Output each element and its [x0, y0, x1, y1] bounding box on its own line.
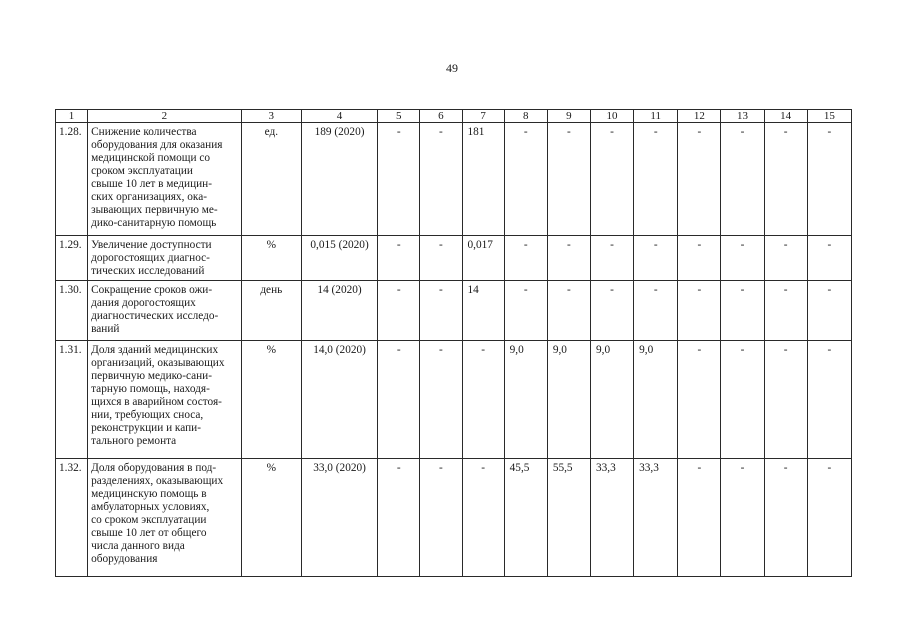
page-number: 49 — [446, 61, 458, 75]
value-cell: - — [764, 281, 807, 341]
value-cell: 14 — [462, 281, 504, 341]
unit-cell: % — [241, 341, 301, 459]
indicators-table — [55, 109, 852, 577]
column-header: 1 — [56, 110, 88, 123]
indicator-name-cell — [88, 341, 242, 459]
value-cell: - — [807, 281, 851, 341]
row-number-cell: 1.31. — [56, 341, 88, 459]
value-cell: - — [721, 236, 764, 281]
value-cell: - — [721, 341, 764, 459]
base-value-cell: 14,0 (2020) — [301, 341, 377, 459]
value-cell: - — [764, 123, 807, 236]
column-header: 12 — [678, 110, 721, 123]
column-header: 15 — [807, 110, 851, 123]
value-cell: - — [378, 459, 420, 577]
value-cell: - — [378, 123, 420, 236]
value-cell: - — [634, 123, 678, 236]
value-cell: - — [764, 341, 807, 459]
row-number-cell: 1.29. — [56, 236, 88, 281]
value-cell: 9,0 — [634, 341, 678, 459]
column-header: 5 — [378, 110, 420, 123]
value-cell: 0,017 — [462, 236, 504, 281]
row-number-cell: 1.30. — [56, 281, 88, 341]
value-cell: - — [420, 459, 462, 577]
column-header: 11 — [634, 110, 678, 123]
table-row — [56, 341, 852, 459]
value-cell: - — [504, 236, 547, 281]
unit-cell: день — [241, 281, 301, 341]
value-cell: - — [678, 341, 721, 459]
column-header: 13 — [721, 110, 764, 123]
column-header: 10 — [590, 110, 633, 123]
indicator-name-text: Увеличение доступности дорогостоящих диагнос- тических исследований — [91, 239, 212, 277]
table-row — [56, 281, 852, 341]
indicator-name-text: Снижение количества оборудования для оказания медицинской помощи со сроком эксплуатации свыше 10 лет в медицин- ских организациях, ока- зывающих первичную ме- дико-санитарную помощь — [91, 126, 223, 229]
indicator-name-cell — [88, 281, 242, 341]
value-cell: 181 — [462, 123, 504, 236]
value-cell: - — [590, 281, 633, 341]
value-cell: - — [764, 459, 807, 577]
value-cell: - — [547, 281, 590, 341]
value-cell: - — [678, 123, 721, 236]
value-cell: 33,3 — [590, 459, 633, 577]
row-number-cell: 1.28. — [56, 123, 88, 236]
value-cell: - — [547, 236, 590, 281]
value-cell: - — [634, 281, 678, 341]
value-cell: - — [420, 236, 462, 281]
indicator-name-cell — [88, 123, 242, 236]
value-cell: - — [807, 123, 851, 236]
value-cell: - — [378, 341, 420, 459]
indicator-name-text: Доля зданий медицинских организаций, оказывающих первичную медико-сани- тарную помощь, находя- щихся в аварийном состоя- нии, требующих сноса, реконструкции и капи- тального ремонта — [91, 344, 225, 447]
column-header: 3 — [241, 110, 301, 123]
value-cell: - — [378, 236, 420, 281]
base-value-cell: 14 (2020) — [301, 281, 377, 341]
base-value-cell: 189 (2020) — [301, 123, 377, 236]
indicator-name-text: Доля оборудования в под- разделениях, оказывающих медицинскую помощь в амбулаторных условиях, со сроком эксплуатации свыше 10 лет от общего числа данного вида оборудования — [91, 462, 224, 565]
value-cell: - — [547, 123, 590, 236]
value-cell: - — [807, 459, 851, 577]
value-cell: 55,5 — [547, 459, 590, 577]
row-number-cell: 1.32. — [56, 459, 88, 577]
column-header: 7 — [462, 110, 504, 123]
value-cell: - — [678, 236, 721, 281]
value-cell: - — [590, 236, 633, 281]
unit-cell: % — [241, 236, 301, 281]
value-cell: - — [378, 281, 420, 341]
value-cell: 9,0 — [590, 341, 633, 459]
value-cell: - — [420, 123, 462, 236]
base-value-cell: 0,015 (2020) — [301, 236, 377, 281]
base-value-cell: 33,0 (2020) — [301, 459, 377, 577]
value-cell: - — [721, 123, 764, 236]
value-cell: - — [504, 281, 547, 341]
value-cell: - — [590, 123, 633, 236]
value-cell: - — [678, 281, 721, 341]
column-header: 6 — [420, 110, 462, 123]
value-cell: - — [462, 459, 504, 577]
column-header: 4 — [301, 110, 377, 123]
column-header: 2 — [88, 110, 242, 123]
column-header: 14 — [764, 110, 807, 123]
column-header: 8 — [504, 110, 547, 123]
table-row — [56, 459, 852, 577]
value-cell: - — [678, 459, 721, 577]
value-cell: - — [504, 123, 547, 236]
table-header-row — [56, 110, 852, 123]
value-cell: - — [721, 459, 764, 577]
value-cell: - — [420, 341, 462, 459]
value-cell: - — [764, 236, 807, 281]
value-cell: 45,5 — [504, 459, 547, 577]
value-cell: - — [721, 281, 764, 341]
value-cell: - — [807, 341, 851, 459]
column-header: 9 — [547, 110, 590, 123]
table-row — [56, 236, 852, 281]
indicator-name-text: Сокращение сроков ожи- дания дорогостоящих диагностических исследо- ваний — [91, 284, 219, 335]
value-cell: - — [807, 236, 851, 281]
table-row — [56, 123, 852, 236]
indicator-name-cell — [88, 459, 242, 577]
value-cell: 9,0 — [547, 341, 590, 459]
unit-cell: % — [241, 459, 301, 577]
value-cell: 33,3 — [634, 459, 678, 577]
indicator-name-cell — [88, 236, 242, 281]
value-cell: 9,0 — [504, 341, 547, 459]
value-cell: - — [420, 281, 462, 341]
unit-cell: ед. — [241, 123, 301, 236]
value-cell: - — [634, 236, 678, 281]
value-cell: - — [462, 341, 504, 459]
